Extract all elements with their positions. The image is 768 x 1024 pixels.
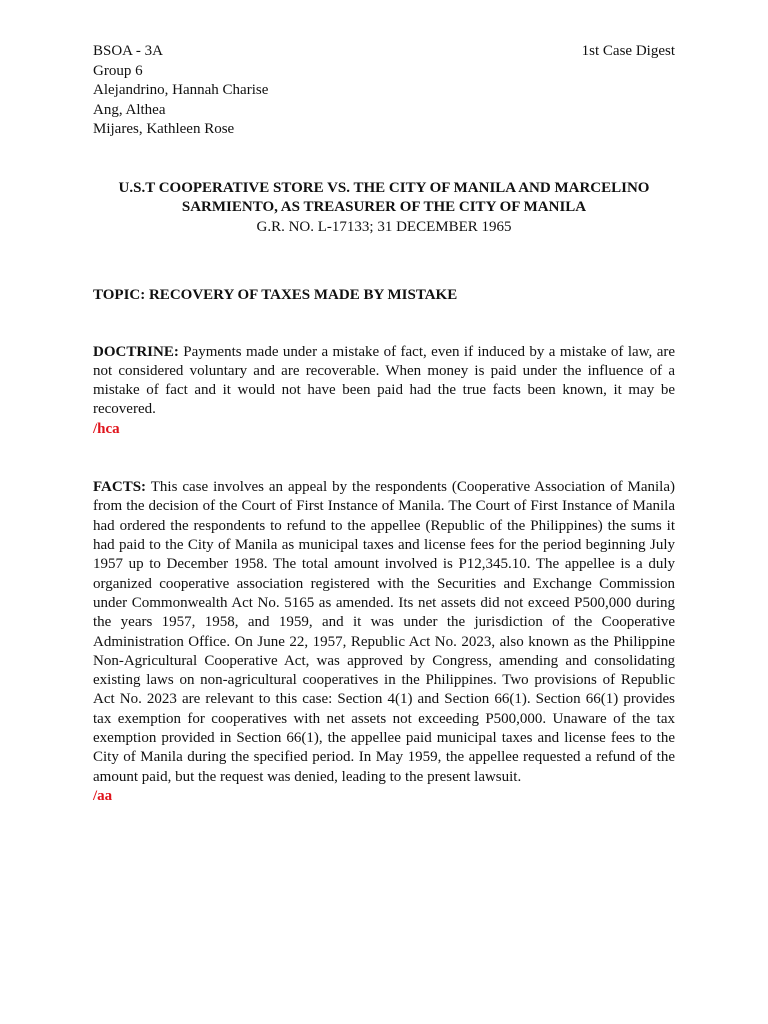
case-title-line: SARMIENTO, AS TREASURER OF THE CITY OF MANILA <box>181 199 587 215</box>
member-name: Mijares, Kathleen Rose <box>93 121 235 137</box>
doctrine-text: Payments made under a mistake of fact, even if induced by a mistake of law, are not considered voluntary and are recoverable. When money is paid under the influence of a mistake of fact and it would not have been paid had the true facts been known, it may be recovered. <box>93 343 676 418</box>
member-name: Ang, Althea <box>93 101 166 118</box>
facts-section <box>93 478 675 806</box>
facts-text: This case involves an appeal by the respondents (Cooperative Association of Manila) from the decision of the Court of First Instance of Manila. The Court of First Instance of Manila had ordered the respondents to refund to the appellee (Republic of the Philippines) the sums it had paid to the City of Manila as municipal taxes and license fees for the period beginning July 1957 up to December 1958. The total amount involved is P12,345.10. The appellee is a duly organized cooperative association registered with the Securities and Exchange Commission under Commonwealth Act No. 5165 as amended. Its net assets did not exceed P500,000 during the years 1957, 1958, and 1959, and it was under the jurisdiction of the Cooperative Administration Office. On June 22, 1957, Republic Act No. 2023, also known as the Philippine Non-Agricultural Cooperative Act, was approved by Congress, amending and consolidating existing laws on non-agricultural cooperatives in the Philippines. Two provisions of Republic Act No. 2023 are relevant to this case: Section 4(1) and Section 66(1). Section 66(1) provides tax exemption for cooperatives with net assets not exceeding P500,000. Unaware of the tax exemption provided in Section 66(1), the appellee paid municipal taxes and license fees to the City of Manila during the specified period. In May 1959, the appellee requested a refund of the amount paid, but the request was denied, leading to the present lawsuit. <box>93 479 675 785</box>
document-type-label: 1st Case Digest <box>581 43 675 59</box>
case-heading <box>93 179 675 238</box>
header-row <box>93 42 675 62</box>
case-citation: G.R. NO. L-17133; 31 DECEMBER 1965 <box>256 218 512 235</box>
member-name: Alejandrino, Hannah Charise <box>93 82 269 98</box>
facts-signature: /aa <box>93 787 113 804</box>
section-label: BSOA - 3A <box>93 43 164 59</box>
doctrine-section <box>93 343 675 440</box>
doctrine-label: DOCTRINE: <box>93 343 179 360</box>
document-page <box>93 42 675 806</box>
doctrine-signature: /hca <box>93 420 120 437</box>
topic-heading: TOPIC: RECOVERY OF TAXES MADE BY MISTAKE <box>93 287 458 303</box>
case-title-line: U.S.T COOPERATIVE STORE VS. THE CITY OF MANILA AND MARCELINO <box>118 179 650 196</box>
facts-label: FACTS: <box>93 479 147 496</box>
group-label: Group 6 <box>93 62 143 79</box>
